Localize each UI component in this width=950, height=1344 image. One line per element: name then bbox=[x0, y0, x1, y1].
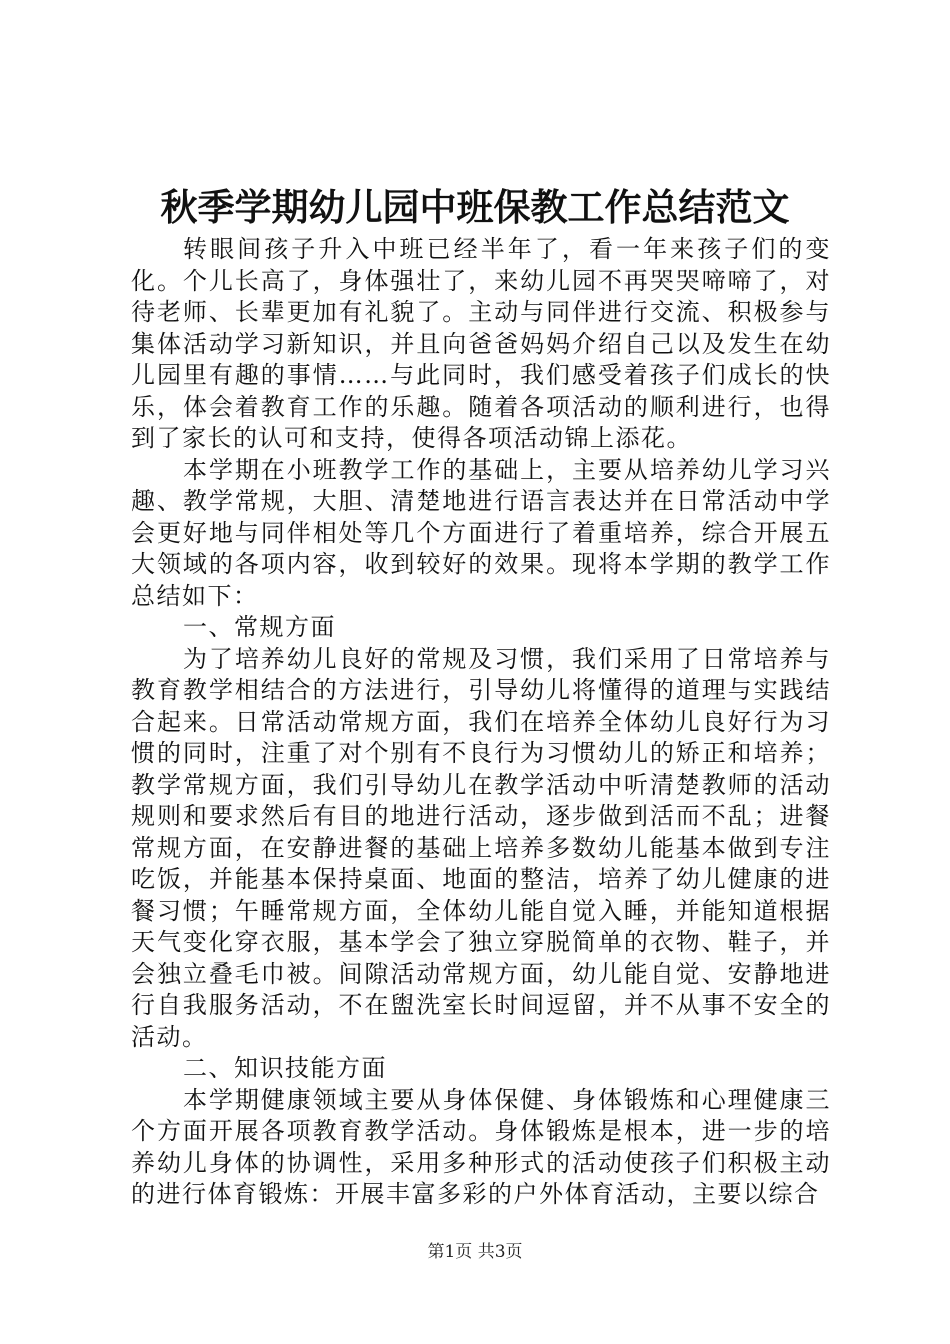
document-body bbox=[131, 234, 831, 1211]
paragraph-skills: 本学期健康领域主要从身体保健、身体锻炼和心理健康三个方面开展各项教育教学活动。身体锻炼是根本，进一步的培养幼儿身体的协调性，采用多种形式的活动使孩子们积极主动的进行体育锻炼：开展丰富多彩的户外体育活动，主要以综合 bbox=[131, 1085, 831, 1208]
section-heading-skills: 二、知识技能方面 bbox=[183, 1054, 387, 1082]
document-title: 秋季学期幼儿园中班保教工作总结范文 bbox=[160, 186, 790, 229]
paragraph-intro: 转眼间孩子升入中班已经半年了，看一年来孩子们的变化。个儿长高了，身体强壮了，来幼儿园不再哭哭啼啼了，对待老师、长辈更加有礼貌了。主动与同伴进行交流、积极参与集体活动学习新知识，并且向爸爸妈妈介绍自己以及发生在幼儿园里有趣的事情……与此同时，我们感受着孩子们成长的快乐，体会着教育工作的乐趣。随着各项活动的顺利进行，也得到了家长的认可和支持，使得各项活动锦上添花。 bbox=[131, 235, 831, 452]
section-heading-routine: 一、常规方面 bbox=[183, 613, 336, 641]
page-footer: 第1页 共3页 bbox=[427, 1242, 523, 1262]
paragraph-routine: 为了培养幼儿良好的常规及习惯，我们采用了日常培养与教育教学相结合的方法进行，引导幼儿将懂得的道理与实践结合起来。日常活动常规方面，我们在培养全体幼儿良好行为习惯的同时，注重了对个别有不良行为习惯幼儿的矫正和培养；教学常规方面，我们引导幼儿在教学活动中听清楚教师的活动规则和要求然后有目的地进行活动，逐步做到活而不乱；进餐常规方面，在安静进餐的基础上培养多数幼儿能基本做到专注吃饭，并能基本保持桌面、地面的整洁，培养了幼儿健康的进餐习惯；午睡常规方面，全体幼儿能自觉入睡，并能知道根据天气变化穿衣服，基本学会了独立穿脱简单的衣物、鞋子，并会独立叠毛巾被。间隙活动常规方面，幼儿能自觉、安静地进行自我服务活动，不在盥洗室长时间逗留，并不从事不安全的活动。 bbox=[131, 644, 831, 1051]
paragraph-overview: 本学期在小班教学工作的基础上，主要从培养幼儿学习兴趣、教学常规，大胆、清楚地进行语言表达并在日常活动中学会更好地与同伴相处等几个方面进行了着重培养，综合开展五大领域的各项内容，收到较好的效果。现将本学期的教学工作总结如下： bbox=[131, 455, 831, 610]
